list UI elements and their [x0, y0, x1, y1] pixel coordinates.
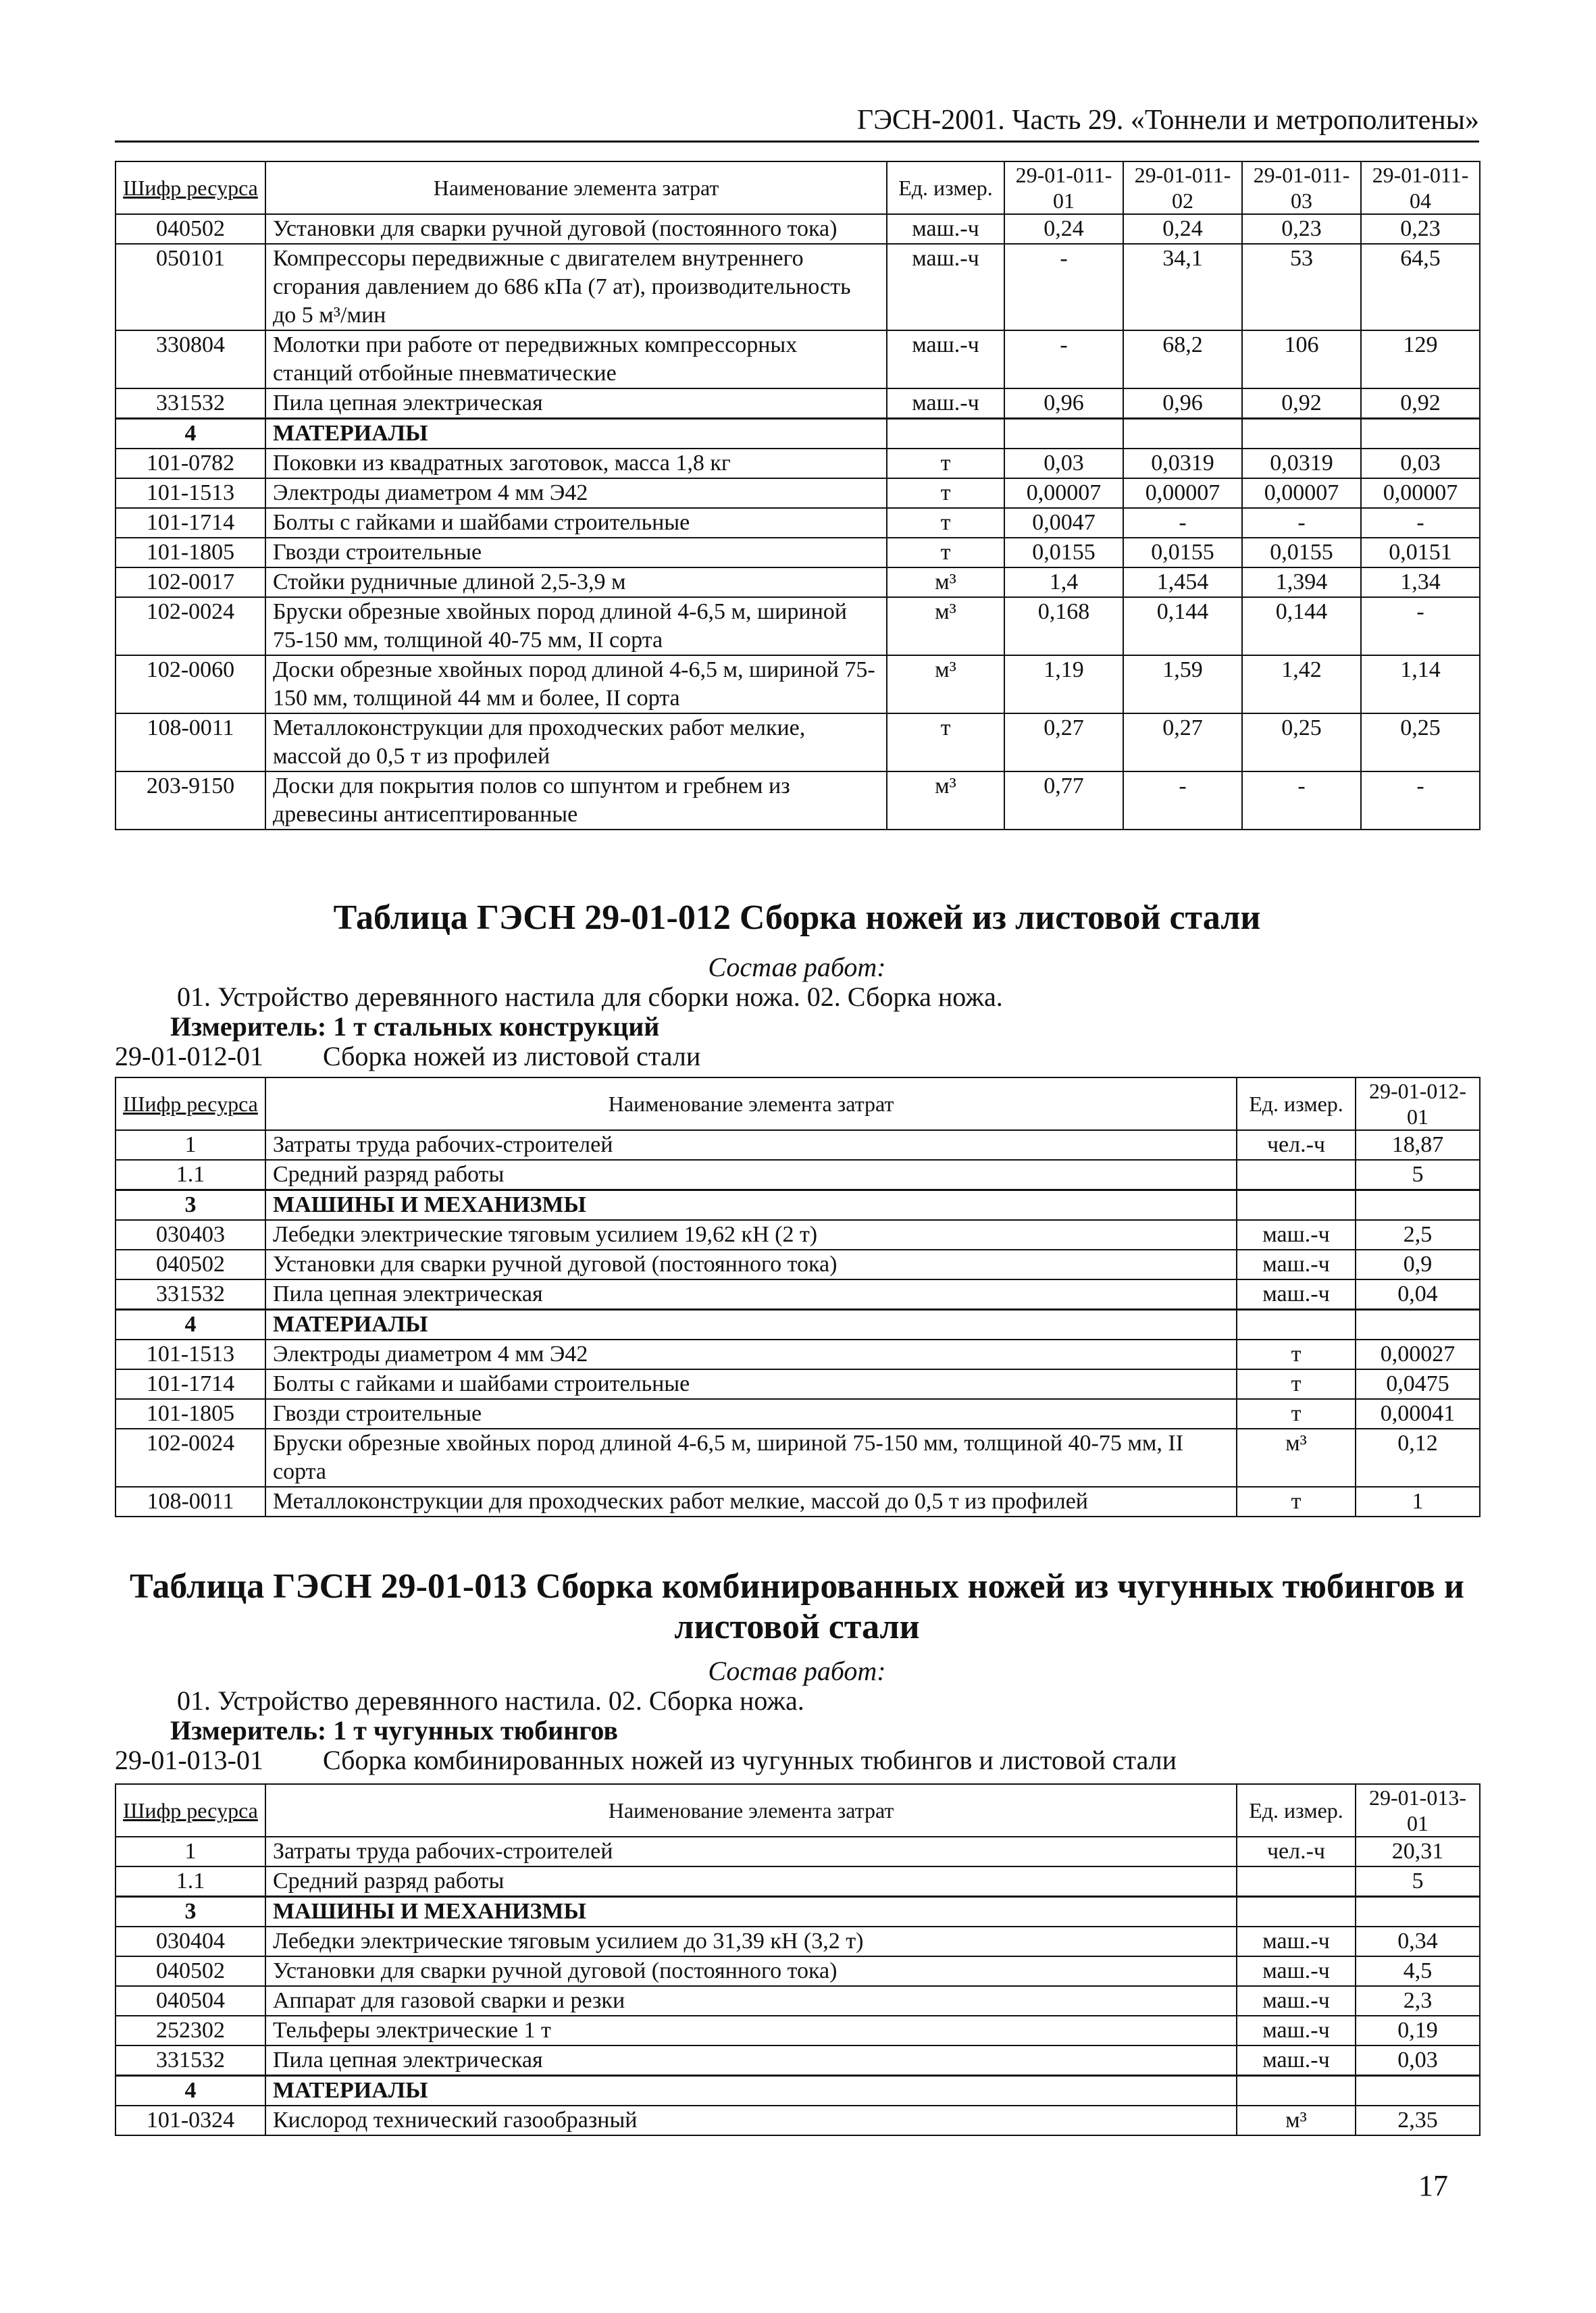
table-row: [115, 713, 1480, 771]
table-29-01-012: [115, 1077, 1481, 1517]
cost-element-name: Электроды диаметром 4 мм Э42: [265, 1340, 1237, 1369]
table-row: [115, 2106, 1480, 2135]
unit: маш.-ч: [887, 388, 1004, 419]
unit: маш.-ч: [1237, 2045, 1356, 2076]
table-row: [115, 1220, 1480, 1250]
table-row: [115, 330, 1480, 388]
norm-value: -: [1361, 597, 1480, 655]
norm-value: 0,0047: [1004, 508, 1123, 538]
resource-code: 102-0060: [115, 655, 265, 713]
unit: т: [1237, 1369, 1356, 1399]
section-012-measure: Измеритель: 1 т стальных конструкций: [170, 1011, 660, 1042]
norm-value: 0,34: [1356, 1927, 1480, 1956]
table-row: [115, 1130, 1480, 1160]
norm-value: 53: [1242, 244, 1361, 330]
cost-element-name: МАШИНЫ И МЕХАНИЗМЫ: [265, 1897, 1237, 1927]
table-row: [115, 1897, 1480, 1927]
norm-value: [1356, 1897, 1480, 1927]
cost-element-name: Установки для сварки ручной дуговой (постоянного тока): [265, 1250, 1237, 1279]
table-row: [115, 1837, 1480, 1866]
table-row: [115, 1927, 1480, 1956]
running-header: ГЭСН-2001. Часть 29. «Тоннели и метрополитены»: [856, 105, 1479, 136]
norm-value: 0,96: [1123, 388, 1242, 419]
unit: маш.-ч: [1237, 1250, 1356, 1279]
resource-code: 1: [115, 1837, 265, 1866]
cost-element-name: Металлоконструкции для проходческих работ мелкие, массой до 0,5 т из профилей: [265, 713, 887, 771]
col-header-code: Шифр ресурса: [115, 1784, 265, 1837]
cost-element-name: Средний разряд работы: [265, 1866, 1237, 1897]
section-012-work-text: 01. Устройство деревянного настила для сборки ножа. 02. Сборка ножа.: [177, 982, 1003, 1012]
section-013-measure: Измеритель: 1 т чугунных тюбингов: [170, 1715, 619, 1746]
table-row: [115, 1986, 1480, 2016]
unit: м³: [887, 655, 1004, 713]
cost-element-name: Установки для сварки ручной дуговой (постоянного тока): [265, 1956, 1237, 1986]
resource-code: 040502: [115, 214, 265, 244]
resource-code: 1: [115, 1130, 265, 1160]
table-29-01-011: [115, 161, 1481, 830]
norm-value: [1356, 2076, 1480, 2106]
norm-value: 18,87: [1356, 1130, 1480, 1160]
norm-value: 1,14: [1361, 655, 1480, 713]
norm-value: 129: [1361, 330, 1480, 388]
table-row: [115, 1399, 1480, 1429]
norm-value: 20,31: [1356, 1837, 1480, 1866]
norm-value: 1,59: [1123, 655, 1242, 713]
norm-value: 0,24: [1123, 214, 1242, 244]
norm-value: 0,0155: [1004, 538, 1123, 567]
unit: маш.-ч: [1237, 2016, 1356, 2045]
unit: т: [887, 538, 1004, 567]
unit: маш.-ч: [1237, 1220, 1356, 1250]
norm-value: 0,168: [1004, 597, 1123, 655]
norm-value: 1,34: [1361, 567, 1480, 597]
norm-value: 0,25: [1361, 713, 1480, 771]
norm-value: 0,19: [1356, 2016, 1480, 2045]
norm-value: 2,5: [1356, 1220, 1480, 1250]
resource-code: 101-1805: [115, 538, 265, 567]
norm-value: 0,25: [1242, 713, 1361, 771]
col-header-v1: 29-01-013-01: [1356, 1784, 1480, 1837]
resource-code: 040504: [115, 1986, 265, 2016]
cost-element-name: Стойки рудничные длиной 2,5-3,9 м: [265, 567, 887, 597]
unit: т: [887, 508, 1004, 538]
unit: т: [1237, 1399, 1356, 1429]
col-header-v2: 29-01-011-02: [1123, 161, 1242, 214]
resource-code: 050101: [115, 244, 265, 330]
norm-value: 0,03: [1361, 449, 1480, 478]
norm-value: 0,03: [1004, 449, 1123, 478]
col-header-code: Шифр ресурса: [115, 161, 265, 214]
cost-element-name: Бруски обрезные хвойных пород длиной 4-6,5 м, шириной 75-150 мм, толщиной 40-75 мм, II сорта: [265, 1429, 1237, 1487]
col-header-code: Шифр ресурса: [115, 1077, 265, 1130]
table-row: [115, 2016, 1480, 2045]
norm-value: 1,4: [1004, 567, 1123, 597]
resource-code: 331532: [115, 388, 265, 419]
section-013-code: 29-01-013-01: [115, 1745, 263, 1775]
unit: [1237, 1310, 1356, 1340]
resource-code: 203-9150: [115, 771, 265, 830]
resource-code: 040502: [115, 1250, 265, 1279]
unit: м³: [1237, 2106, 1356, 2135]
cost-element-name: МАШИНЫ И МЕХАНИЗМЫ: [265, 1190, 1237, 1221]
section-013-title-line1: Таблица ГЭСН 29-01-013 Сборка комбинированных ножей из чугунных тюбингов и: [130, 1567, 1464, 1606]
unit: т: [1237, 1340, 1356, 1369]
norm-value: 0,00027: [1356, 1340, 1480, 1369]
norm-value: 5: [1356, 1160, 1480, 1190]
resource-code: 101-0782: [115, 449, 265, 478]
unit: т: [887, 449, 1004, 478]
table-row: [115, 214, 1480, 244]
col-header-v3: 29-01-011-03: [1242, 161, 1361, 214]
norm-value: 0,23: [1361, 214, 1480, 244]
norm-value: 34,1: [1123, 244, 1242, 330]
table-29-01-013: [115, 1783, 1481, 2136]
norm-value: 0,144: [1242, 597, 1361, 655]
col-header-name: Наименование элемента затрат: [265, 161, 887, 214]
norm-value: 0,0155: [1123, 538, 1242, 567]
cost-element-name: Пила цепная электрическая: [265, 2045, 1237, 2076]
norm-value: 0,00007: [1361, 478, 1480, 508]
resource-code: 4: [115, 419, 265, 449]
norm-value: -: [1361, 771, 1480, 830]
table-row: [115, 449, 1480, 478]
section-012-code-desc: Сборка ножей из листовой стали: [323, 1041, 701, 1071]
norm-value: 2,35: [1356, 2106, 1480, 2135]
unit: м³: [1237, 1429, 1356, 1487]
cost-element-name: Компрессоры передвижные с двигателем внутреннего сгорания давлением до 686 кПа (7 ат), производительность до 5 м³/мин: [265, 244, 887, 330]
table-row: [115, 771, 1480, 830]
resource-code: 030404: [115, 1927, 265, 1956]
cost-element-name: Доски для покрытия полов со шпунтом и гребнем из древесины антисептированные: [265, 771, 887, 830]
unit: [1237, 1866, 1356, 1897]
unit: м³: [887, 771, 1004, 830]
norm-value: 2,3: [1356, 1986, 1480, 2016]
resource-code: 101-1513: [115, 478, 265, 508]
resource-code: 3: [115, 1190, 265, 1221]
norm-value: 0,0319: [1123, 449, 1242, 478]
norm-value: [1356, 1190, 1480, 1221]
norm-value: 1,19: [1004, 655, 1123, 713]
section-012-title: Таблица ГЭСН 29-01-012 Сборка ножей из листовой стали: [333, 898, 1261, 937]
table-row: [115, 1369, 1480, 1399]
cost-element-name: Пила цепная электрическая: [265, 388, 887, 419]
cost-element-name: Кислород технический газообразный: [265, 2106, 1237, 2135]
norm-value: 1,394: [1242, 567, 1361, 597]
norm-value: 68,2: [1123, 330, 1242, 388]
norm-value: 1: [1356, 1487, 1480, 1517]
section-012-code: 29-01-012-01: [115, 1041, 263, 1071]
cost-element-name: Бруски обрезные хвойных пород длиной 4-6,5 м, шириной 75-150 мм, толщиной 40-75 мм, II сорта: [265, 597, 887, 655]
norm-value: -: [1361, 508, 1480, 538]
table-row: [115, 1866, 1480, 1897]
page-number: 17: [1418, 2169, 1448, 2202]
norm-value: 64,5: [1361, 244, 1480, 330]
unit: маш.-ч: [887, 330, 1004, 388]
cost-element-name: Болты с гайками и шайбами строительные: [265, 1369, 1237, 1399]
table-row: [115, 1160, 1480, 1190]
cost-element-name: Затраты труда рабочих-строителей: [265, 1130, 1237, 1160]
norm-value: 0,0151: [1361, 538, 1480, 567]
table-row: [115, 1250, 1480, 1279]
section-013-work-label: Состав работ:: [708, 1656, 886, 1686]
unit: т: [887, 478, 1004, 508]
norm-value: 5: [1356, 1866, 1480, 1897]
norm-value: 0,04: [1356, 1279, 1480, 1310]
norm-value: 0,00041: [1356, 1399, 1480, 1429]
norm-value: [1361, 419, 1480, 449]
col-header-v1: 29-01-012-01: [1356, 1077, 1480, 1130]
norm-value: 0,00007: [1004, 478, 1123, 508]
resource-code: 3: [115, 1897, 265, 1927]
norm-value: 0,0475: [1356, 1369, 1480, 1399]
cost-element-name: Металлоконструкции для проходческих работ мелкие, массой до 0,5 т из профилей: [265, 1487, 1237, 1517]
resource-code: 1.1: [115, 1866, 265, 1897]
resource-code: 101-0324: [115, 2106, 265, 2135]
norm-value: 0,24: [1004, 214, 1123, 244]
cost-element-name: Молотки при работе от передвижных компрессорных станций отбойные пневматические: [265, 330, 887, 388]
section-012-work-label: Состав работ:: [708, 952, 886, 982]
table-row: [115, 1310, 1480, 1340]
resource-code: 101-1513: [115, 1340, 265, 1369]
unit: маш.-ч: [1237, 1956, 1356, 1986]
table-row: [115, 419, 1480, 449]
norm-value: 0,23: [1242, 214, 1361, 244]
table-row: [115, 1429, 1480, 1487]
cost-element-name: Пила цепная электрическая: [265, 1279, 1237, 1310]
table-row: [115, 508, 1480, 538]
header-rule: [115, 141, 1479, 143]
norm-value: 4,5: [1356, 1956, 1480, 1986]
table-row: [115, 2045, 1480, 2076]
resource-code: 330804: [115, 330, 265, 388]
cost-element-name: Средний разряд работы: [265, 1160, 1237, 1190]
col-header-name: Наименование элемента затрат: [265, 1077, 1237, 1130]
table-row: [115, 1956, 1480, 1986]
norm-value: -: [1004, 330, 1123, 388]
table-row: [115, 1340, 1480, 1369]
cost-element-name: МАТЕРИАЛЫ: [265, 1310, 1237, 1340]
norm-value: 0,92: [1361, 388, 1480, 419]
unit: [1237, 1160, 1356, 1190]
norm-value: 0,92: [1242, 388, 1361, 419]
norm-value: 0,12: [1356, 1429, 1480, 1487]
resource-code: 030403: [115, 1220, 265, 1250]
table-row: [115, 567, 1480, 597]
resource-code: 1.1: [115, 1160, 265, 1190]
table-row: [115, 478, 1480, 508]
norm-value: [1242, 419, 1361, 449]
norm-value: 0,00007: [1242, 478, 1361, 508]
norm-value: -: [1242, 771, 1361, 830]
unit: чел.-ч: [1237, 1130, 1356, 1160]
norm-value: -: [1123, 771, 1242, 830]
unit: [1237, 2076, 1356, 2106]
norm-value: 0,00007: [1123, 478, 1242, 508]
unit: т: [887, 713, 1004, 771]
resource-code: 102-0024: [115, 1429, 265, 1487]
table-row: [115, 655, 1480, 713]
section-013-work-text: 01. Устройство деревянного настила. 02. Сборка ножа.: [177, 1685, 804, 1716]
resource-code: 101-1805: [115, 1399, 265, 1429]
resource-code: 040502: [115, 1956, 265, 1986]
col-header-unit: Ед. измер.: [887, 161, 1004, 214]
table-row: [115, 244, 1480, 330]
unit: маш.-ч: [1237, 1986, 1356, 2016]
cost-element-name: Лебедки электрические тяговым усилием 19,62 кН (2 т): [265, 1220, 1237, 1250]
norm-value: 0,03: [1356, 2045, 1480, 2076]
table-row: [115, 597, 1480, 655]
resource-code: 101-1714: [115, 508, 265, 538]
resource-code: 108-0011: [115, 713, 265, 771]
cost-element-name: Затраты труда рабочих-строителей: [265, 1837, 1237, 1866]
resource-code: 4: [115, 2076, 265, 2106]
norm-value: 106: [1242, 330, 1361, 388]
resource-code: 4: [115, 1310, 265, 1340]
norm-value: 0,9: [1356, 1250, 1480, 1279]
resource-code: 101-1714: [115, 1369, 265, 1399]
table-row: [115, 1190, 1480, 1221]
cost-element-name: МАТЕРИАЛЫ: [265, 2076, 1237, 2106]
cost-element-name: МАТЕРИАЛЫ: [265, 419, 887, 449]
cost-element-name: Лебедки электрические тяговым усилием до 31,39 кН (3,2 т): [265, 1927, 1237, 1956]
unit: маш.-ч: [887, 244, 1004, 330]
norm-value: -: [1123, 508, 1242, 538]
col-header-unit: Ед. измер.: [1237, 1784, 1356, 1837]
norm-value: 1,454: [1123, 567, 1242, 597]
table-row: [115, 1279, 1480, 1310]
cost-element-name: Гвозди строительные: [265, 538, 887, 567]
norm-value: -: [1242, 508, 1361, 538]
cost-element-name: Аппарат для газовой сварки и резки: [265, 1986, 1237, 2016]
norm-value: 0,27: [1004, 713, 1123, 771]
norm-value: [1123, 419, 1242, 449]
resource-code: 102-0024: [115, 597, 265, 655]
cost-element-name: Установки для сварки ручной дуговой (постоянного тока): [265, 214, 887, 244]
table-row: [115, 1487, 1480, 1517]
norm-value: 0,144: [1123, 597, 1242, 655]
norm-value: 0,96: [1004, 388, 1123, 419]
unit: чел.-ч: [1237, 1837, 1356, 1866]
resource-code: 331532: [115, 1279, 265, 1310]
norm-value: [1004, 419, 1123, 449]
unit: [1237, 1897, 1356, 1927]
norm-value: -: [1004, 244, 1123, 330]
cost-element-name: Поковки из квадратных заготовок, масса 1,8 кг: [265, 449, 887, 478]
cost-element-name: Гвозди строительные: [265, 1399, 1237, 1429]
resource-code: 102-0017: [115, 567, 265, 597]
norm-value: 0,0155: [1242, 538, 1361, 567]
table-row: [115, 2076, 1480, 2106]
unit: [1237, 1190, 1356, 1221]
unit: [887, 419, 1004, 449]
norm-value: 0,0319: [1242, 449, 1361, 478]
section-013-code-desc: Сборка комбинированных ножей из чугунных тюбингов и листовой стали: [323, 1745, 1177, 1775]
table-row: [115, 388, 1480, 419]
norm-value: 0,27: [1123, 713, 1242, 771]
resource-code: 331532: [115, 2045, 265, 2076]
norm-value: 0,77: [1004, 771, 1123, 830]
col-header-name: Наименование элемента затрат: [265, 1784, 1237, 1837]
unit: т: [1237, 1487, 1356, 1517]
col-header-v4: 29-01-011-04: [1361, 161, 1480, 214]
norm-value: [1356, 1310, 1480, 1340]
norm-value: 1,42: [1242, 655, 1361, 713]
unit: маш.-ч: [887, 214, 1004, 244]
resource-code: 252302: [115, 2016, 265, 2045]
cost-element-name: Доски обрезные хвойных пород длиной 4-6,5 м, шириной 75-150 мм, толщиной 44 мм и более, II сорта: [265, 655, 887, 713]
cost-element-name: Болты с гайками и шайбами строительные: [265, 508, 887, 538]
resource-code: 108-0011: [115, 1487, 265, 1517]
col-header-v1: 29-01-011-01: [1004, 161, 1123, 214]
unit: маш.-ч: [1237, 1279, 1356, 1310]
unit: м³: [887, 597, 1004, 655]
unit: м³: [887, 567, 1004, 597]
col-header-unit: Ед. измер.: [1237, 1077, 1356, 1130]
unit: маш.-ч: [1237, 1927, 1356, 1956]
cost-element-name: Тельферы электрические 1 т: [265, 2016, 1237, 2045]
cost-element-name: Электроды диаметром 4 мм Э42: [265, 478, 887, 508]
table-row: [115, 538, 1480, 567]
section-013-title-line2: листовой стали: [674, 1608, 920, 1646]
